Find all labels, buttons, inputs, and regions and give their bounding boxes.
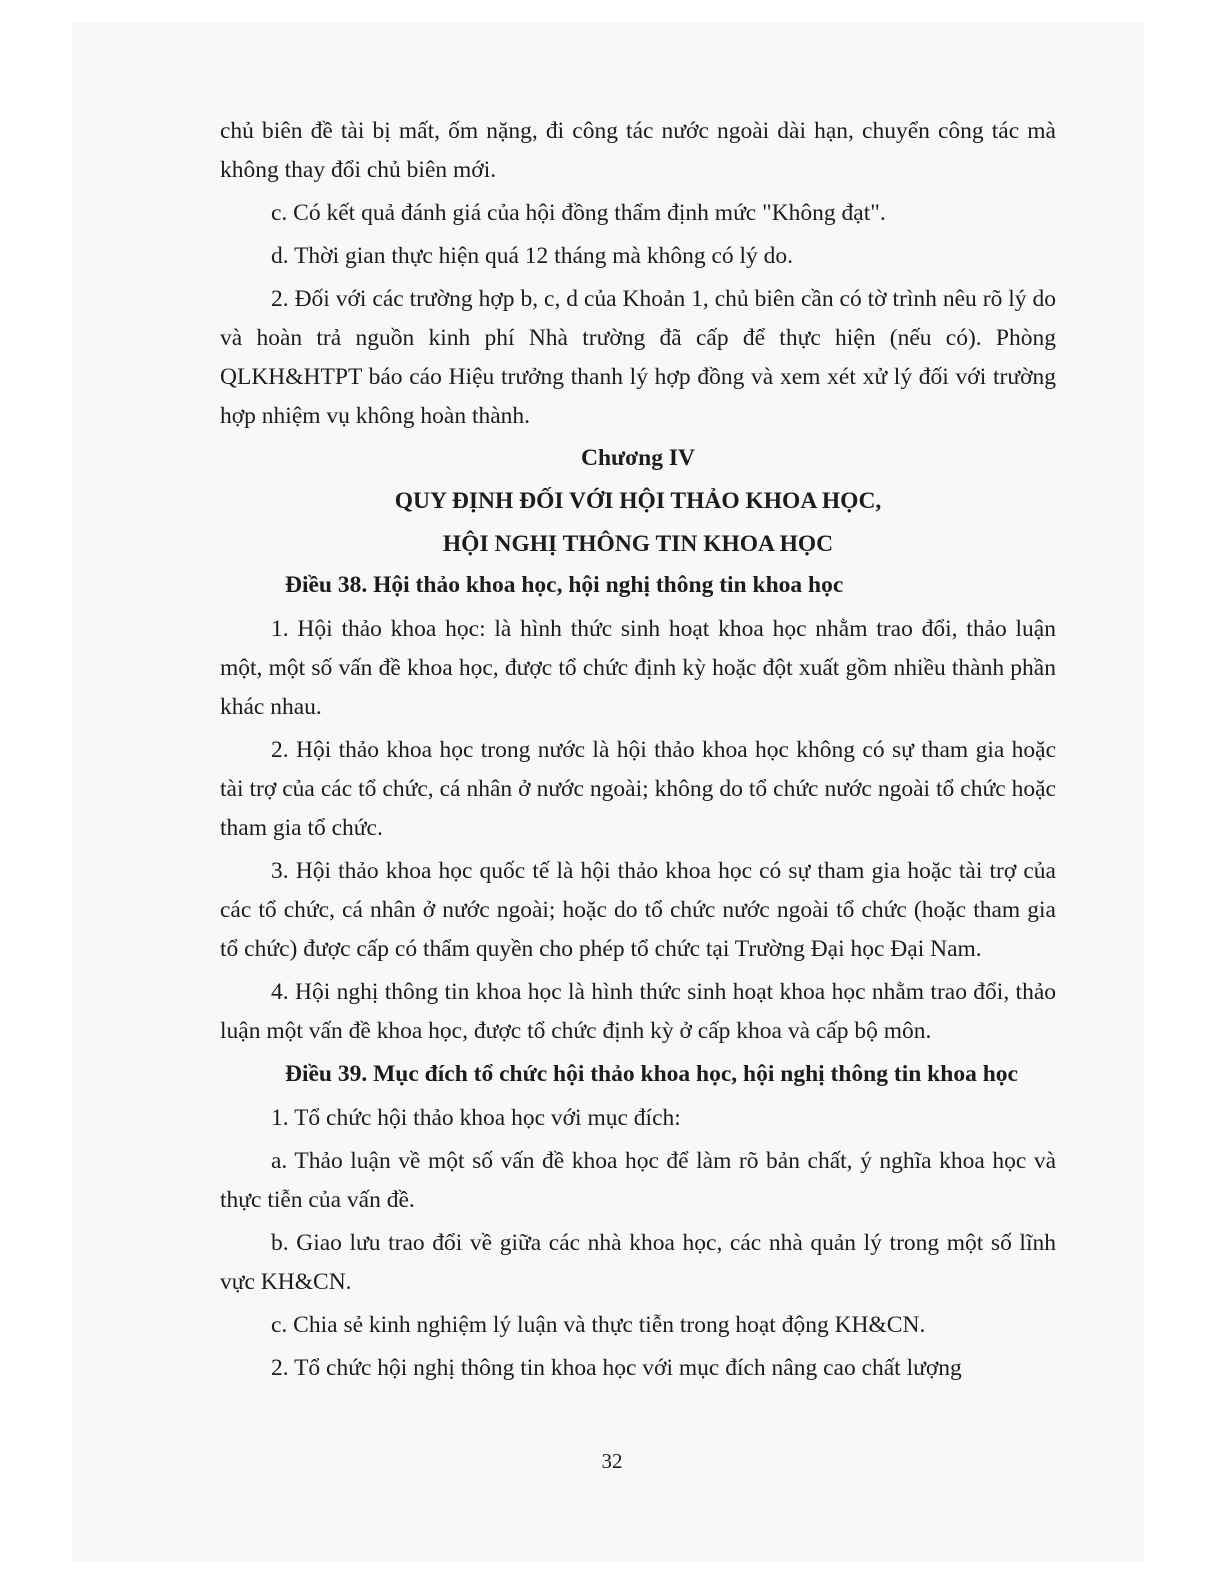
paragraph: c. Có kết quả đánh giá của hội đồng thẩm định mức "Không đạt". [271, 200, 886, 226]
paragraph: 1. Tổ chức hội thảo khoa học với mục đích: [271, 1105, 681, 1131]
paragraph: a. Thảo luận về một số vấn đề khoa học để làm rõ bản chất, ý nghĩa khoa học và thực tiễn của vấn đề. [220, 1148, 1056, 1213]
paragraph: 3. Hội thảo khoa học quốc tế là hội thảo khoa học có sự tham gia hoặc tài trợ của các tổ chức, cá nhân ở nước ngoài; hoặc do tổ chức nước ngoài tổ chức (hoặc tham gia tổ chức) được cấp có thẩm quyền cho phép tổ chức tại Trường Đại học Đại Nam. [220, 858, 1056, 962]
article-39-heading: Điều 39. Mục đích tổ chức hội thảo khoa học, hội nghị thông tin khoa học [285, 1061, 1018, 1087]
paragraph: 1. Hội thảo khoa học: là hình thức sinh hoạt khoa học nhằm trao đổi, thảo luận một, một số vấn đề khoa học, được tổ chức định kỳ hoặc đột xuất gồm nhiều thành phần khác nhau. [220, 616, 1056, 720]
paragraph: 2. Đối với các trường hợp b, c, d của Khoản 1, chủ biên cần có tờ trình nêu rõ lý do và hoàn trả nguồn kinh phí Nhà trường đã cấp để thực hiện (nếu có). Phòng QLKH&HTPT báo cáo Hiệu trưởng thanh lý hợp đồng và xem xét xử lý đối với trường hợp nhiệm vụ không hoàn thành. [220, 286, 1056, 429]
chapter-title-line-2: HỘI NGHỊ THÔNG TIN KHOA HỌC [442, 531, 834, 557]
paragraph: 2. Tổ chức hội nghị thông tin khoa học với mục đích nâng cao chất lượng [271, 1355, 962, 1381]
paragraph: 2. Hội thảo khoa học trong nước là hội thảo khoa học không có sự tham gia hoặc tài trợ của các tổ chức, cá nhân ở nước ngoài; không do tổ chức nước ngoài tổ chức hoặc tham gia tổ chức. [220, 737, 1056, 841]
chapter-label: Chương IV [581, 445, 695, 471]
document-body [220, 112, 1056, 1392]
paragraph: chủ biên đề tài bị mất, ốm nặng, đi công tác nước ngoài dài hạn, chuyển công tác mà không thay đổi chủ biên mới. [220, 118, 1056, 183]
page-number: 32 [601, 1449, 623, 1473]
paragraph: c. Chia sẻ kinh nghiệm lý luận và thực tiễn trong hoạt động KH&CN. [271, 1312, 926, 1338]
paragraph: 4. Hội nghị thông tin khoa học là hình thức sinh hoạt khoa học nhằm trao đổi, thảo luận một vấn đề khoa học, được tổ chức định kỳ ở cấp khoa và cấp bộ môn. [220, 979, 1056, 1044]
chapter-title-line-1: QUY ĐỊNH ĐỐI VỚI HỘI THẢO KHOA HỌC, [394, 488, 882, 514]
paragraph: d. Thời gian thực hiện quá 12 tháng mà không có lý do. [271, 243, 794, 269]
article-38-heading: Điều 38. Hội thảo khoa học, hội nghị thông tin khoa học [285, 572, 844, 598]
paragraph: b. Giao lưu trao đổi về giữa các nhà khoa học, các nhà quản lý trong một số lĩnh vực KH&CN. [220, 1230, 1056, 1295]
